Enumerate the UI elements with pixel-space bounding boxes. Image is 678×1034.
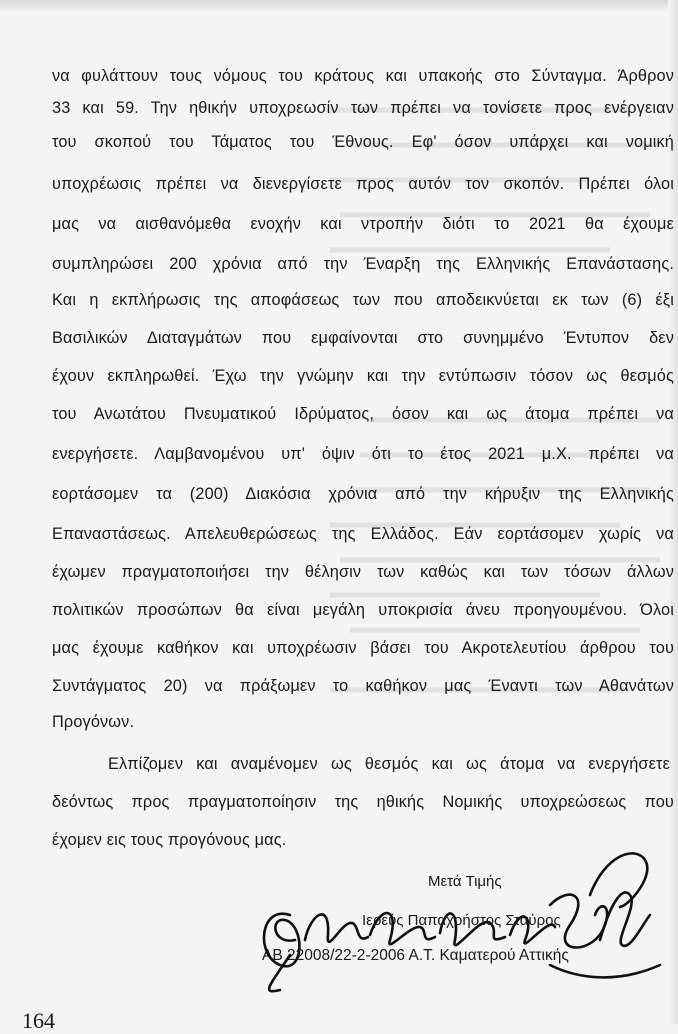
body-line: 33 και 59. Την ηθικήν υποχρεωσίν των πρέπει να τονίσετε προς ενέργειαν: [52, 99, 674, 117]
closing-regards: Μετά Τιμής: [428, 873, 502, 890]
body-line: έχωμεν πραγματοποιήσει την θέλησιν των καθώς και των τόσων άλλων: [52, 563, 674, 581]
body-line: να φυλάττουν τους νόμους του κράτους και υπακοής στο Σύνταγμα. Άρθρον: [52, 67, 674, 85]
scan-top-shadow: [0, 0, 678, 12]
sender-id-line: ΑΒ 22008/22-2-2006 Α.Τ. Καματερού Αττικής: [262, 947, 569, 964]
body-line: Συντάγματος 20) να πράξωμεν το καθήκον μας Έναντι των Αθανάτων: [52, 677, 674, 695]
body-line: ενεργήσετε. Λαμβανομένου υπ' όψιν ότι το έτος 2021 μ.Χ. πρέπει να: [52, 445, 674, 463]
body-line: του σκοπού του Τάματος του Έθνους. Εφ' όσον υπάρχει και νομική: [52, 133, 674, 151]
body-line: Προγόνων.: [52, 713, 135, 731]
body-line: Και η εκπλήρωσις της αποφάσεως των που αποδεικνύεται εκ των (6) έξι: [52, 291, 674, 309]
body-line: υποχρέωσις πρέπει να διενεργίσετε προς αυτόν τον σκοπόν. Πρέπει όλοι: [52, 175, 674, 193]
body-line: συμπληρώσει 200 χρόνια από την Έναρξη της Ελληνικής Επανάστασης.: [52, 255, 674, 273]
body-line: του Ανωτάτου Πνευματικού Ιδρύματος, όσον και ως άτομα πρέπει να: [52, 405, 674, 423]
body-line: δεόντως προς πραγματοποίησιν της ηθικής Νομικής υποχρεώσεως που: [52, 793, 674, 811]
body-line: πολιτικών προσώπων θα είναι μεγάλη υποκρισία άνευ προηγουμένου. Όλοι: [52, 601, 674, 619]
handwritten-signature: [250, 845, 670, 995]
body-line: Βασιλικών Διαταγμάτων που εμφαίνονται στο συνημμένο Έντυπον δεν: [52, 329, 674, 347]
body-line: Επαναστάσεως. Απελευθερώσεως της Ελλάδος. Εάν εορτάσομεν χωρίς να: [52, 525, 674, 543]
body-line: Ελπίζομεν και αναμένομεν ως θεσμός και ως άτομα να ενεργήσετε: [108, 755, 670, 773]
body-line: μας έχουμε καθήκον και υποχρέωσιν βάσει του Ακροτελευτίου άρθρου του: [52, 639, 674, 657]
body-line: εορτάσομεν τα (200) Διακόσια χρόνια από την κήρυξιν της Ελληνικής: [52, 485, 674, 503]
body-line: έχουν εκπληρωθεί. Έχω την γνώμην και την εντύπωσιν τόσον ως θεσμός: [52, 367, 674, 385]
sender-name: Ιερεύς Παπαχρήστος Σταύρος: [362, 912, 561, 929]
body-line: μας να αισθανόμεθα ενοχήν και ντροπήν διότι το 2021 θα έχουμε: [52, 215, 674, 233]
body-line: έχομεν εις τους προγόνους μας.: [52, 831, 287, 849]
page-number: 164: [22, 1008, 55, 1033]
